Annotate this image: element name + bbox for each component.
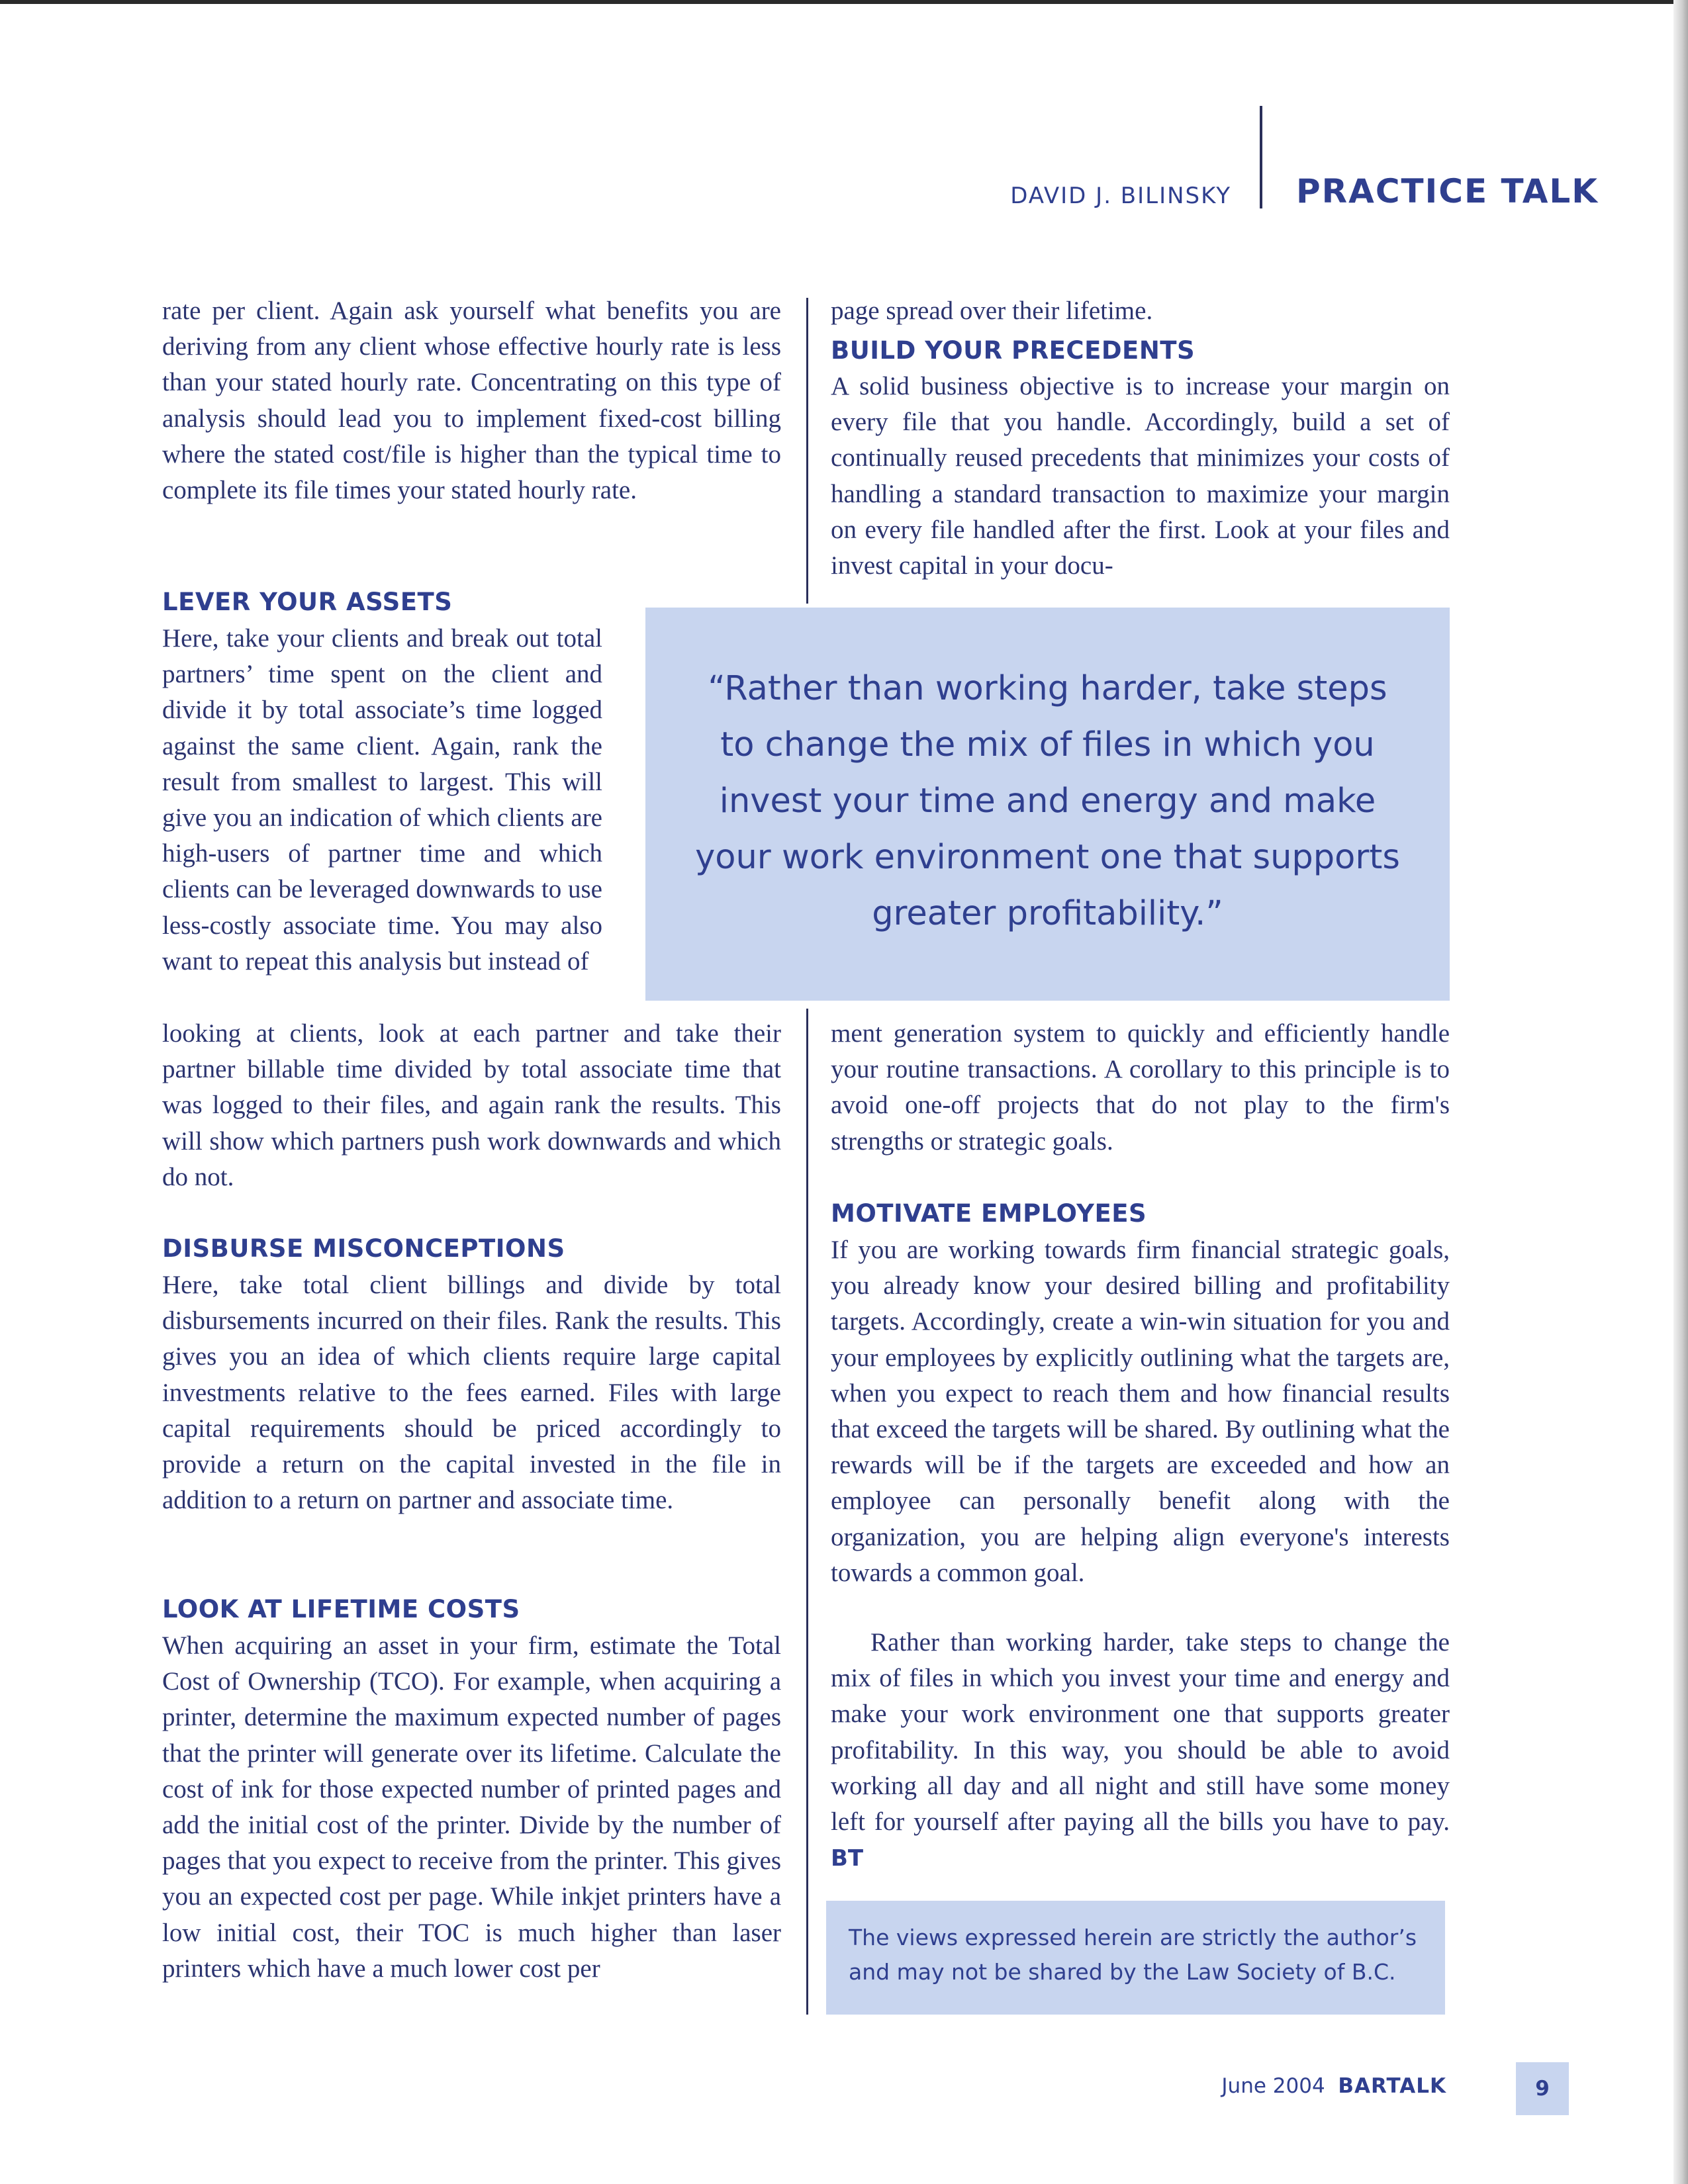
footer [1125, 2074, 1446, 2098]
lifetime-costs-heading: LOOK AT LIFETIME COSTS [162, 1595, 520, 1623]
pull-quote-line: greater profitability.” [872, 894, 1223, 933]
section-title: PRACTICE TALK [1296, 172, 1599, 210]
pull-quote-line: to change the mix of files in which you [720, 725, 1375, 764]
disclaimer-text: The views expressed herein are strictly the author’s and may not be shared by the Law Society of B.C. [849, 1925, 1417, 1985]
build-precedents-paragraph-top: A solid business objective is to increase your margin on every file that you handle. Accordingly, build a set of continually reused precedents that minimizes your costs of handling a standard transaction to maximize your margin on every file handled after the first. Look at your files and invest capital in your docu- [831, 372, 1450, 580]
lever-assets-paragraph-full: looking at clients, look at each partner and take their partner billable time divided by total associate time that was logged to their files, and again rank the results. This will show which partners push work downwards and which do not. [162, 1019, 781, 1191]
pull-quote-line: your work environment one that supports [695, 838, 1400, 877]
footer-date: June 2004 [1221, 2074, 1325, 2098]
page-edge-shadow [1673, 0, 1688, 2184]
disburse-misconceptions-heading: DISBURSE MISCONCEPTIONS [162, 1234, 565, 1263]
motivate-employees-paragraph: If you are working towards firm financial strategic goals, you already know your desired billing and profitability targets. Accordingly, create a win-win situation for you and your employees by explicitly outlining what the targets are, when you expect to reach them and how financial results that exceed the targets will be shared. By outlining what the rewards will be if the targets are exceeded and how an employee can personally benefit along with the organization, you are helping align everyone's interests towards a common goal. [831, 1236, 1450, 1587]
motivate-employees-heading: MOTIVATE EMPLOYEES [831, 1199, 1147, 1228]
pull-quote [645, 660, 1450, 942]
top-rule [0, 0, 1688, 4]
header-divider [1260, 106, 1262, 208]
build-precedents-paragraph-bottom: ment generation system to quickly and efficiently handle your routine transactions. A corollary to this principle is to avoid one-off projects that do not play to the firm's strengths or strategic goals. [831, 1019, 1450, 1156]
pull-quote-line: invest your time and energy and make [719, 782, 1376, 821]
build-precedents-heading: BUILD YOUR PRECEDENTS [831, 336, 1196, 365]
page-number: 9 [1516, 2062, 1569, 2115]
end-mark: BT [831, 1845, 864, 1872]
closing-paragraph [831, 1625, 1450, 1876]
closing-text: Rather than working harder, take steps to change the mix of files in which you invest your time and energy and make your work environment one that supports greater profitability. In this way, you should be able to avoid working all day and all night and still have some money left for yourself after paying all the bills you have to pay. [831, 1628, 1450, 1837]
left-intro-paragraph: rate per client. Again ask yourself what benefits you are deriving from any client whose effective hourly rate is less than your stated hourly rate. Concentrating on this type of analysis should lead you to implement fixed-cost billing where the stated cost/file is higher than the typical time to complete its file times your stated hourly rate. [162, 296, 781, 505]
right-intro-line: page spread over their lifetime. [831, 296, 1153, 325]
disburse-misconceptions-paragraph: Here, take total client billings and divide by total disbursements incurred on their files. Rank the results. This gives you an idea of which clients require large capital investments relative to the fees earned. Files with large capital requirements should be priced accordingly to provide a return on the capital invested in the file in addition to a return on partner and associate time. [162, 1271, 781, 1515]
column-rule-bottom [806, 1009, 808, 2015]
lever-assets-paragraph-narrow: Here, take your clients and break out total partners’ time spent on the client and divide it by total associate’s time logged against the same client. Again, rank the result from smallest to largest. This will give you an indication of which clients are high-users of partner time and which clients can be leveraged downwards to use less-costly associate time. You may also want to repeat this analysis but instead of [162, 624, 602, 976]
column-rule-top [806, 298, 808, 604]
pull-quote-line: “Rather than working harder, take steps [708, 669, 1387, 708]
lifetime-costs-paragraph: When acquiring an asset in your firm, estimate the Total Cost of Ownership (TCO). For example, when acquiring a printer, determine the maximum expected number of pages that the printer will generate over its lifetime. Calculate the cost of ink for those expected number of printed pages and add the initial cost of the printer. Divide by the number of pages that you expect to receive from the printer. This gives you an expected cost per page. While inkjet printers have a low initial cost, their TOC is much higher than laser printers which have a much lower cost per [162, 1631, 781, 1983]
lever-assets-heading: LEVER YOUR ASSETS [162, 588, 453, 616]
author-name: DAVID J. BILINSKY [1010, 183, 1231, 209]
footer-magazine: BARTALK [1338, 2074, 1446, 2098]
